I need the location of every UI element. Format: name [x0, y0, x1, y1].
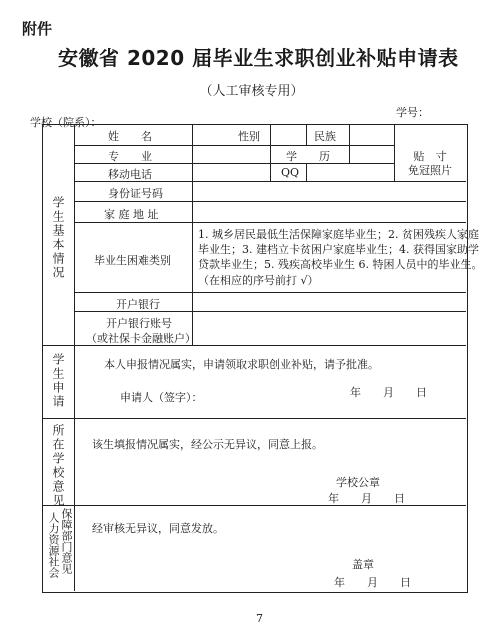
section-label-student-apply: 学生申请: [51, 353, 65, 409]
section-label-hr-right: 人力资源社会: [47, 512, 60, 578]
difficulty-text-line: 毕业生；3. 建档立卡贫困户家庭毕业生；4. 获得国家助学: [198, 243, 479, 256]
bank-label: 开户银行: [116, 298, 160, 311]
row-line: [74, 145, 394, 146]
col-line: [270, 124, 271, 145]
student-statement: 本人申报情况属实，申请领取求职创业补贴，请予批准。: [104, 358, 379, 371]
school-label: 学校（院系）：: [30, 116, 102, 129]
photo-label-line2: 免冠照片: [408, 164, 452, 177]
section-divider: [74, 124, 75, 591]
attachment-label: 附件: [22, 20, 53, 38]
difficulty-text-line: 1. 城乡居民最低生活保障家庭毕业生；2. 贫困残疾人家庭: [198, 228, 479, 241]
id-number-label: 身份证号码: [108, 187, 163, 200]
phone-label: 移动电话: [108, 168, 152, 181]
form-subtitle: （人工审核专用）: [199, 84, 304, 99]
photo-label-line1: 贴 寸: [413, 150, 447, 163]
col-line: [349, 145, 350, 163]
name-label: 姓 名: [108, 130, 152, 143]
difficulty-text-line: （在相应的序号前打 √）: [198, 274, 319, 287]
student-id-label: 学号：: [396, 106, 429, 119]
difficulty-text-line: 贷款毕业生；5. 残疾高校毕业生 6. 特困人员中的毕业生。: [198, 258, 483, 271]
ethnicity-label: 民族: [314, 130, 336, 143]
difficulty-label: 毕业生困难类别: [94, 254, 171, 267]
section-label-hr-left: 保障部门意见: [60, 508, 73, 574]
account-label-line1: 开户银行账号: [106, 317, 172, 330]
col-line: [394, 124, 395, 181]
student-date: 年 月 日: [350, 386, 427, 399]
account-label-line2: （或社保卡金融账户）: [86, 332, 196, 345]
section-label-school: 所在学校意见: [51, 424, 65, 508]
gender-label: 性别: [238, 130, 260, 143]
address-label: 家 庭 地 址: [104, 208, 159, 221]
school-statement: 该生填报情况属实，经公示无异议，同意上报。: [92, 438, 323, 451]
hr-statement: 经审核无异议，同意发放。: [92, 522, 224, 535]
col-line: [192, 124, 193, 345]
form-title: 安徽省 2020 届毕业生求职创业补贴申请表: [58, 46, 459, 70]
col-line: [270, 145, 271, 163]
page-number: 7: [256, 612, 263, 625]
hr-date: 年 月 日: [334, 576, 411, 589]
col-line: [270, 163, 271, 181]
hr-seal-label: 盖章: [352, 558, 374, 571]
row-line: [74, 292, 466, 293]
col-line: [306, 163, 307, 181]
row-line: [42, 418, 466, 419]
school-date: 年 月 日: [328, 492, 405, 505]
col-line: [306, 124, 307, 145]
major-label: 专 业: [108, 150, 152, 163]
signature-label: 申请人（签字）：: [120, 391, 203, 404]
row-line: [74, 201, 466, 202]
education-label: 学 历: [286, 150, 330, 163]
qq-label: QQ: [281, 166, 300, 179]
section-label-basic: 学生基本情况: [51, 196, 65, 280]
col-line: [349, 124, 350, 145]
row-line: [74, 222, 466, 223]
school-seal-label: 学校公章: [336, 476, 380, 489]
